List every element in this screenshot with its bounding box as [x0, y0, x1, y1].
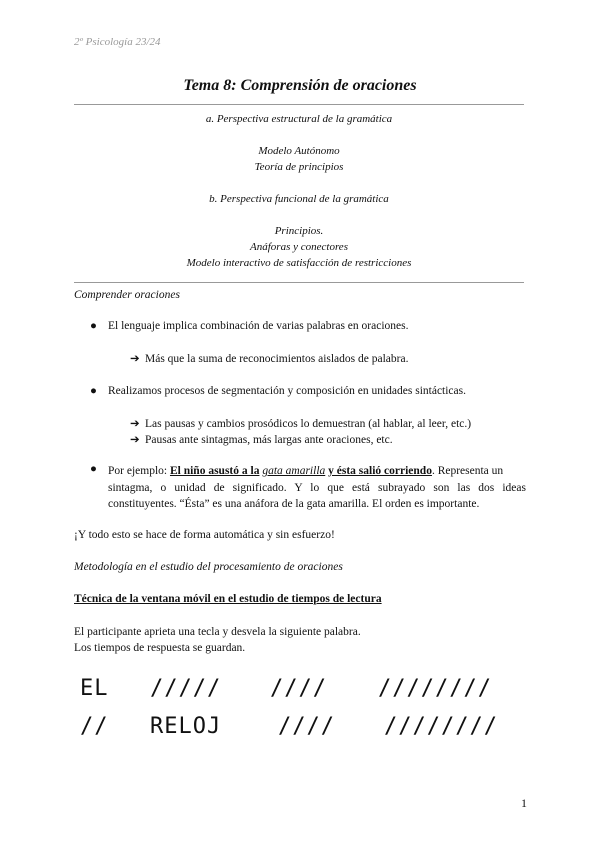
- window-word: RELOJ: [150, 714, 222, 739]
- sub-item: [130, 351, 408, 365]
- sub-item-text: Pausas ante sintagmas, más largas ante oraciones, etc.: [145, 434, 393, 446]
- example-line: constituyentes. “Ésta” es una anáfora de la gata amarilla. El orden es importante.: [108, 498, 480, 510]
- bullet-item: [90, 385, 520, 401]
- window-mask: ////////: [384, 714, 498, 739]
- window-word: EL: [80, 676, 109, 701]
- example-italic: gata amarilla: [262, 465, 326, 477]
- note-text: ¡Y todo esto se hace de forma automática y sin esfuerzo!: [74, 529, 335, 541]
- outline-a-heading: a. Perspectiva estructural de la gramática: [205, 113, 393, 125]
- page-header: 2º Psicología 23/24: [74, 36, 161, 48]
- outline-a-item: Teoría de principios: [254, 161, 344, 173]
- outline-b-item: Principios.: [274, 225, 324, 237]
- technique-heading: Técnica de la ventana móvil en el estudio de tiempos de lectura: [74, 593, 382, 605]
- bullet-text: El lenguaje implica combinación de varias palabras en oraciones.: [108, 320, 409, 332]
- bullet-icon: ●: [90, 463, 97, 475]
- example-underlined: y ésta salió corriendo: [328, 465, 432, 477]
- window-mask: ////////: [378, 676, 492, 701]
- sub-item: [130, 432, 393, 446]
- page-number: 1: [521, 796, 527, 810]
- sub-item: [130, 416, 471, 430]
- bullet-icon: ●: [90, 320, 97, 332]
- section-heading: Comprender oraciones: [74, 289, 180, 301]
- description-line: El participante aprieta una tecla y desvela la siguiente palabra.: [74, 626, 361, 638]
- example-line: [108, 463, 526, 480]
- sub-item-text: Las pausas y cambios prosódicos lo demuestran (al hablar, al leer, etc.): [145, 418, 472, 430]
- page-title: Tema 8: Comprensión de oraciones: [183, 77, 417, 94]
- arrow-icon: ➔: [130, 418, 140, 430]
- arrow-icon: ➔: [130, 353, 140, 365]
- window-mask: //: [80, 714, 109, 739]
- window-mask: ////: [270, 676, 327, 701]
- outline-a-item: Modelo Autónomo: [258, 145, 340, 157]
- example-underlined: El niño asustó a la: [169, 465, 260, 477]
- description-line: Los tiempos de respuesta se guardan.: [74, 642, 246, 654]
- example-line: sintagma, o unidad de significado. Y lo que está subrayado son las dos ideas: [108, 481, 526, 494]
- divider: [74, 282, 524, 283]
- outline-b-heading: b. Perspectiva funcional de la gramática: [209, 193, 389, 205]
- bullet-icon: ●: [90, 385, 97, 397]
- arrow-icon: ➔: [130, 434, 140, 446]
- window-mask: ////: [278, 714, 335, 739]
- outline-b-item: Anáforas y conectores: [250, 241, 348, 253]
- bullet-item: [90, 320, 520, 336]
- window-mask: /////: [150, 676, 222, 701]
- section-heading: Metodología en el estudio del procesamiento de oraciones: [74, 561, 343, 573]
- example-lead: Por ejemplo:: [108, 465, 170, 477]
- divider: [74, 104, 524, 105]
- bullet-item: [90, 463, 106, 479]
- bullet-text: Realizamos procesos de segmentación y composición en unidades sintácticas.: [108, 385, 466, 397]
- example-paragraph: [108, 463, 526, 513]
- sub-item-text: Más que la suma de reconocimientos aislados de palabra.: [145, 353, 409, 365]
- example-rest: . Representa un: [431, 465, 504, 477]
- outline-b-item: Modelo interactivo de satisfacción de restricciones: [186, 257, 412, 269]
